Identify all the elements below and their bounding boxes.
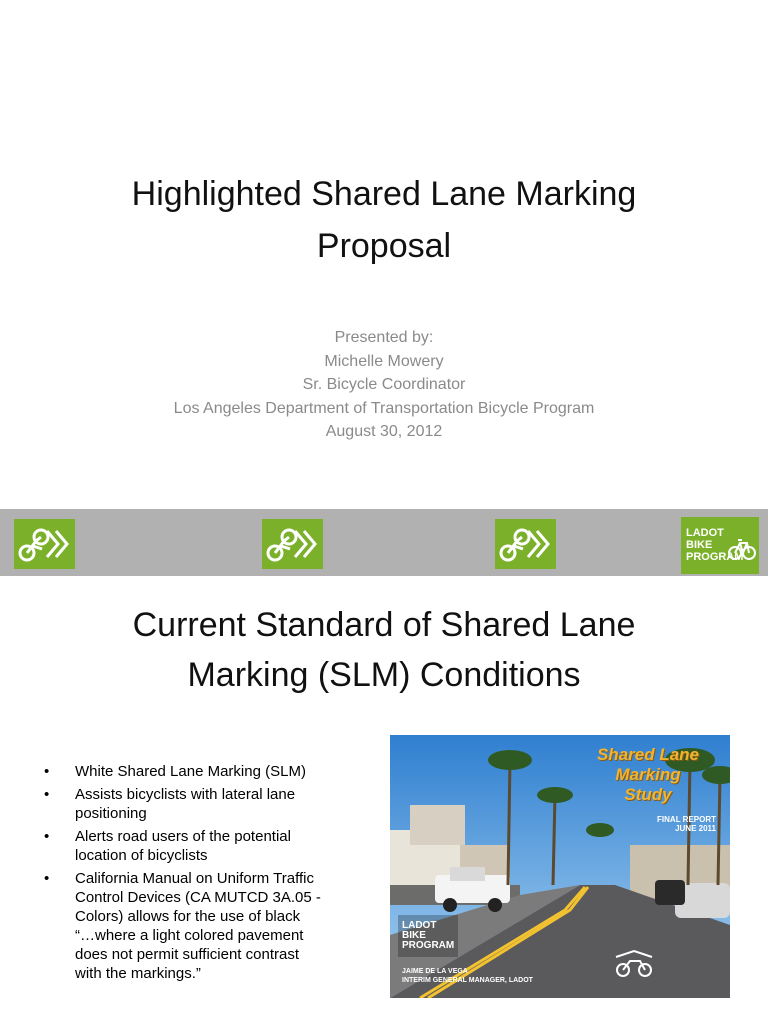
cover-logo-line: PROGRAM [402, 940, 455, 951]
slide-title [0, 600, 768, 700]
bullet-text: “…where a light colored pavement [75, 927, 304, 944]
bullet-text: Assists bicyclists with lateral lane [75, 786, 296, 803]
slide-title-line: Current Standard of Shared Lane [132, 606, 636, 644]
cover-title-line: Study [624, 785, 672, 804]
cover-credit-line: JAIME DE LA VEGA [402, 968, 468, 975]
bullet-icon: • [44, 786, 50, 803]
ladot-logo-line: BIKE [686, 539, 713, 551]
bullet-text: California Manual on Uniform Traffic [75, 870, 314, 887]
cover-title [578, 745, 718, 805]
bullet-icon: • [44, 763, 50, 780]
bullet-text: Control Devices (CA MUTCD 3A.05 - [75, 889, 321, 906]
cover-credit [402, 967, 533, 985]
title-slide [0, 0, 768, 508]
slide-title [0, 168, 768, 272]
bullet-text: Alerts road users of the potential [75, 828, 291, 845]
shared-lane-study-cover-image [390, 735, 730, 998]
presenter-name: Michelle Mowery [324, 352, 444, 370]
bullet-text: positioning [75, 805, 147, 822]
bullet-text: location of bicyclists [75, 847, 208, 864]
bullet-text: White Shared Lane Marking (SLM) [75, 763, 306, 780]
slide-title-line: Highlighted Shared Lane Marking [131, 175, 637, 213]
bicycle-icon [728, 535, 756, 561]
cover-logo-line: BIKE [402, 930, 426, 941]
bullet-icon: • [44, 870, 50, 887]
cover-subtitle-line: JUNE 2011 [675, 824, 716, 833]
bullet-list [44, 762, 374, 987]
bullet-text: with the markings.” [75, 965, 201, 982]
cover-logo-line: LADOT [402, 920, 437, 931]
sharrow-logo-icon [495, 519, 556, 569]
cover-credit-line: INTERIM GENERAL MANAGER, LADOT [402, 977, 533, 984]
cover-subtitle-line: FINAL REPORT [657, 815, 716, 824]
presenter-org: Los Angeles Department of Transportation Bicycle Program [173, 399, 595, 417]
cover-title-line: Marking [615, 765, 681, 784]
bullet-text: Colors) allows for the use of black [75, 908, 301, 925]
current-standard-slide [0, 577, 768, 1024]
cover-subtitle [636, 815, 716, 833]
presenter-line: Presented by: [334, 329, 434, 346]
cover-title-line: Shared Lane [596, 745, 700, 764]
logo-band [0, 509, 768, 576]
sharrow-logo-icon [262, 519, 323, 569]
sharrow-logo-icon [14, 519, 75, 569]
bullet-item [44, 762, 374, 781]
presenter-role: Sr. Bicycle Coordinator [302, 376, 466, 393]
ladot-logo-line: LADOT [686, 527, 724, 539]
slide-title-line: Proposal [316, 227, 452, 265]
bullet-text: does not permit sufficient contrast [75, 946, 300, 963]
bullet-item [44, 869, 374, 983]
ladot-bike-program-logo [681, 517, 759, 574]
presenter-info [0, 326, 768, 444]
cover-ladot-logo [402, 921, 454, 951]
slide-title-line: Marking (SLM) Conditions [187, 656, 581, 694]
bullet-item [44, 785, 374, 823]
bullet-icon: • [44, 828, 50, 845]
presentation-date: August 30, 2012 [325, 423, 443, 440]
bullet-item [44, 827, 374, 865]
ladot-logo-line: PROGRAM [686, 551, 744, 563]
